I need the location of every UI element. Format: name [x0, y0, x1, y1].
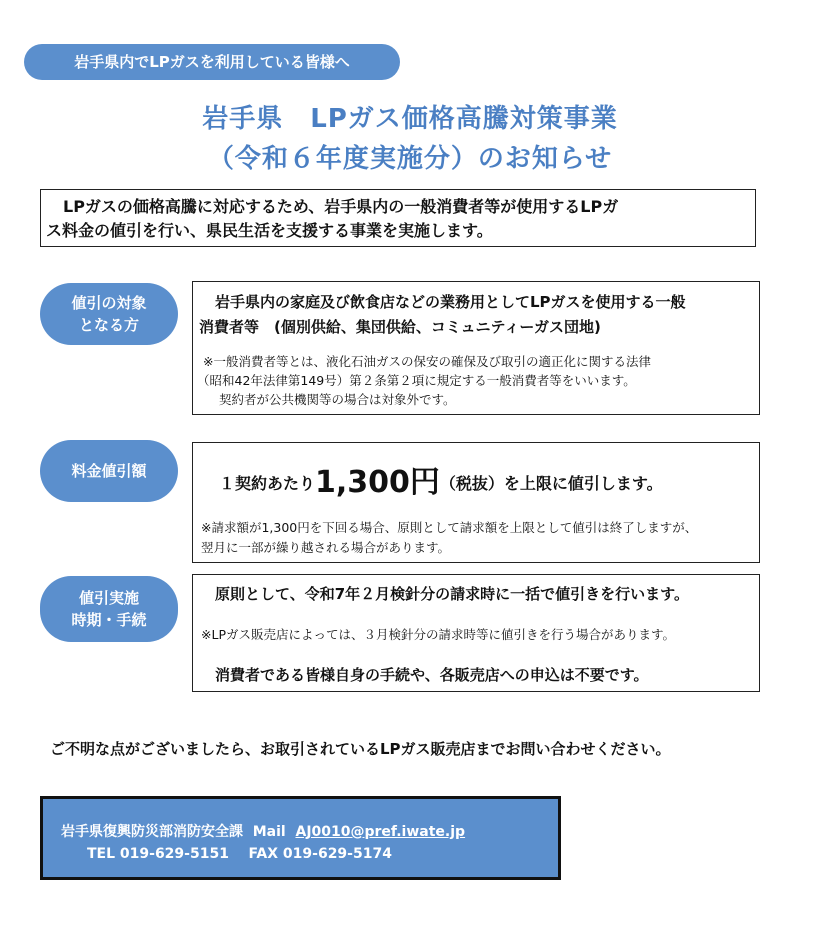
section-label-target-line2: となる方 — [78, 316, 139, 334]
timing-note-line1: ※LPガス販売店によっては、３月検針分の請求時等に値引きを行う場合があります。 — [201, 627, 675, 642]
section-label-target — [40, 283, 178, 345]
discount-main — [219, 457, 663, 501]
contact-line2 — [87, 846, 392, 862]
intro-box — [40, 189, 756, 247]
closing-text: ご不明な点がございましたら、お取引されているLPガス販売店までお問い合わせください。 — [50, 740, 671, 758]
target-note-line3: 契約者が公共機関等の場合は対象外です。 — [219, 392, 456, 407]
intro-line2: ス料金の値引を行い、県民生活を支援する事業を実施します。 — [46, 221, 493, 240]
contact-line1 — [61, 821, 465, 841]
section-label-discount-text: 料金値引額 — [71, 462, 147, 480]
discount-suffix: （税抜）を上限に値引します。 — [439, 474, 663, 493]
discount-note-line2: 翌月に一部が繰り越される場合があります。 — [201, 540, 451, 555]
target-main-line2: 消費者等 (個別供給、集団供給、コミュニティーガス団地) — [199, 318, 601, 336]
section-box-timing — [192, 574, 760, 692]
contact-email-link[interactable]: AJ0010@pref.iwate.jp — [295, 824, 466, 840]
contact-fax: FAX 019-629-5174 — [248, 846, 392, 862]
discount-note-line1: ※請求額が1,300円を下回る場合、原則として請求額を上限として値引は終了しますが、 — [201, 520, 698, 535]
discount-prefix: １契約あたり — [219, 474, 316, 493]
audience-banner-text: 岩手県内でLPガスを利用している皆様へ — [74, 53, 350, 71]
section-label-timing-line2: 時期・手続 — [71, 611, 147, 629]
section-label-target-line1: 値引の対象 — [71, 294, 147, 312]
section-box-target — [192, 281, 760, 415]
discount-amount: 1,300円 — [315, 465, 440, 500]
target-main-line1: 岩手県内の家庭及び飲食店などの業務用としてLPガスを使用する一般 — [215, 293, 686, 311]
contact-department: 岩手県復興防災部消防安全課 — [61, 824, 243, 840]
section-box-discount — [192, 442, 760, 563]
contact-mail-label: Mail — [252, 824, 286, 840]
section-label-discount — [40, 440, 178, 502]
target-note-line2: （昭和42年法律第149号）第２条第２項に規定する一般消費者等をいいます。 — [197, 373, 636, 388]
audience-banner — [24, 44, 400, 80]
target-note-line1: ※一般消費者等とは、液化石油ガスの保安の確保及び取引の適正化に関する法律 — [203, 354, 651, 369]
timing-main-line1: 原則として、令和7年２月検針分の請求時に一括で値引きを行います。 — [215, 585, 689, 603]
section-label-timing-line1: 値引実施 — [78, 589, 139, 607]
contact-box — [40, 796, 561, 880]
page-title-line1: 岩手県 LPガス価格高騰対策事業 — [202, 104, 618, 134]
contact-tel: TEL 019-629-5151 — [87, 846, 229, 862]
page-title-line2: （令和６年度実施分）のお知らせ — [207, 144, 613, 174]
section-label-timing — [40, 576, 178, 642]
intro-line1: LPガスの価格高騰に対応するため、岩手県内の一般消費者等が使用するLPガ — [63, 197, 619, 216]
timing-main-line2: 消費者である皆様自身の手続や、各販売店への申込は不要です。 — [215, 666, 649, 684]
